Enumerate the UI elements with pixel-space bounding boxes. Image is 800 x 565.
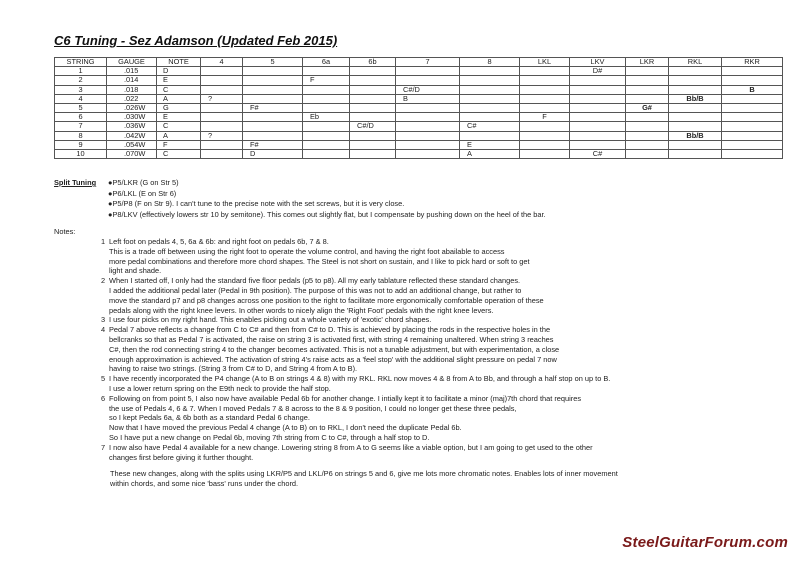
- table-cell: [722, 67, 783, 76]
- note-line: so I kept Pedals 6a, & 6b both as a standard Pedal 6 change.: [109, 413, 310, 423]
- column-header: NOTE: [157, 58, 201, 67]
- closing-paragraph: [110, 469, 618, 489]
- note-line: move the standard p7 and p8 changes across one position to the right to facilitate more ergonomically comfortable operation of these: [109, 295, 544, 305]
- table-cell: E: [157, 76, 201, 85]
- table-cell: [396, 67, 460, 76]
- table-cell: E: [460, 140, 520, 149]
- table-cell: 4: [55, 94, 107, 103]
- note-body: [109, 325, 559, 374]
- note-line: Left foot on pedals 4, 5, 6a & 6b: and right foot on pedals 6b, 7 & 8.: [109, 237, 329, 246]
- closing-line: These new changes, along with the splits using LKR/P5 and LKL/P6 on strings 5 and 6, give me lots more chromatic notes. Enables lots of inner movement: [110, 469, 618, 478]
- table-cell: G: [157, 103, 201, 112]
- table-cell: [243, 131, 303, 140]
- table-cell: .022: [107, 94, 157, 103]
- table-row: [55, 131, 783, 140]
- table-header-row: [55, 58, 783, 67]
- table-cell: [350, 76, 396, 85]
- table-cell: [460, 67, 520, 76]
- table-cell: A: [460, 149, 520, 158]
- table-cell: ?: [201, 94, 243, 103]
- note-line: enough approximation is achieved. The activation of string 4's raise acts as a 'feel stop' with the additional slight pressure on pedal 7 now: [109, 354, 557, 364]
- table-cell: [520, 67, 570, 76]
- table-cell: [350, 113, 396, 122]
- table-cell: .070W: [107, 149, 157, 158]
- column-header: RKL: [669, 58, 722, 67]
- table-cell: F: [303, 76, 350, 85]
- column-header: 8: [460, 58, 520, 67]
- table-cell: [396, 122, 460, 131]
- table-cell: [570, 85, 626, 94]
- table-cell: [520, 140, 570, 149]
- table-cell: [669, 140, 722, 149]
- table-row: [55, 103, 783, 112]
- table-cell: [626, 67, 669, 76]
- table-row: [55, 149, 783, 158]
- table-cell: [303, 131, 350, 140]
- table-cell: [350, 67, 396, 76]
- note-line: C#, then the rod connecting string 4 to the changer becomes activated. This is not a tunable adjustment, but with experimentation, a close: [109, 344, 560, 354]
- site-watermark: SteelGuitarForum.com: [622, 534, 788, 551]
- note-line: changes first before giving it further thought.: [109, 452, 254, 462]
- table-cell: [570, 113, 626, 122]
- note-item: [101, 276, 781, 315]
- table-cell: [626, 94, 669, 103]
- table-cell: [303, 85, 350, 94]
- table-cell: C: [157, 149, 201, 158]
- split-tuning-item: ●P8/LKV (effectively lowers str 10 by semitone). This comes out slightly flat, but I compensate by pushing down on the heel of the bar.: [108, 209, 546, 219]
- note-body: [109, 374, 610, 394]
- table-cell: 6: [55, 113, 107, 122]
- table-cell: [669, 113, 722, 122]
- table-cell: [243, 67, 303, 76]
- table-cell: [626, 140, 669, 149]
- table-cell: [570, 131, 626, 140]
- table-cell: [669, 76, 722, 85]
- table-cell: [460, 94, 520, 103]
- table-cell: [460, 76, 520, 85]
- table-cell: [350, 149, 396, 158]
- table-cell: [626, 85, 669, 94]
- note-number: 2: [101, 276, 106, 286]
- note-line: more pedal combinations and therefore more chord shapes. The Steel is not short on sustain, and I like to pick hard or soft to get: [109, 256, 530, 266]
- column-header: 5: [243, 58, 303, 67]
- column-header: 6a: [303, 58, 350, 67]
- table-cell: [669, 67, 722, 76]
- table-cell: [350, 94, 396, 103]
- table-cell: [520, 85, 570, 94]
- column-header: LKV: [570, 58, 626, 67]
- note-line: Now that I have moved the previous Pedal 4 change (A to B) on to RKL, I don't need the duplicate Pedal 6b.: [109, 423, 462, 433]
- table-cell: [669, 103, 722, 112]
- table-cell: G#: [626, 103, 669, 112]
- table-cell: [201, 85, 243, 94]
- table-cell: .018: [107, 85, 157, 94]
- table-row: [55, 76, 783, 85]
- table-cell: [626, 122, 669, 131]
- table-cell: [201, 103, 243, 112]
- table-cell: Bb/B: [669, 94, 722, 103]
- note-line: I use four picks on my right hand. This enables picking out a whole variety of 'exotic' chord shapes.: [109, 315, 432, 325]
- table-cell: [201, 76, 243, 85]
- table-cell: ?: [201, 131, 243, 140]
- split-tuning-item: ●P6/LKL (E on Str 6): [108, 188, 177, 198]
- table-cell: [626, 76, 669, 85]
- table-cell: [570, 76, 626, 85]
- table-cell: C#/D: [396, 85, 460, 94]
- table-row: [55, 140, 783, 149]
- table-cell: [460, 85, 520, 94]
- table-cell: .015: [107, 67, 157, 76]
- table-cell: [303, 140, 350, 149]
- table-cell: [520, 122, 570, 131]
- table-cell: A: [157, 131, 201, 140]
- notes-label: Notes:: [54, 227, 76, 236]
- table-cell: 1: [55, 67, 107, 76]
- note-item: [101, 443, 781, 463]
- note-line: Pedal 7 above reflects a change from C to C# and then from C# to D. This is achieved by placing the rods in the respective holes in the: [109, 325, 551, 335]
- table-cell: [722, 122, 783, 131]
- table-cell: 9: [55, 140, 107, 149]
- table-cell: [303, 149, 350, 158]
- table-cell: [460, 103, 520, 112]
- table-cell: [669, 122, 722, 131]
- table-cell: 3: [55, 85, 107, 94]
- note-line: So I have put a new change on Pedal 6b, moving 7th string from C to C#, through a half stop to D.: [109, 432, 430, 442]
- table-row: [55, 122, 783, 131]
- table-cell: [243, 85, 303, 94]
- table-cell: B: [396, 94, 460, 103]
- note-line: I added the additional pedal later (Pedal in 9th position). The purpose of this was not to add an additional change, but rather to: [109, 285, 522, 295]
- column-header: 7: [396, 58, 460, 67]
- table-cell: A: [157, 94, 201, 103]
- column-header: 6b: [350, 58, 396, 67]
- note-line: This is a trade off between using the right foot to operate the volume control, and having the right foot abailable to access: [109, 246, 505, 256]
- table-cell: C: [157, 122, 201, 131]
- note-item: [101, 325, 781, 374]
- table-cell: .036W: [107, 122, 157, 131]
- split-tuning-label: Split Tuning: [54, 178, 97, 187]
- table-cell: 7: [55, 122, 107, 131]
- table-row: [55, 113, 783, 122]
- table-cell: [303, 122, 350, 131]
- note-line: When I started off, I only had the standard five floor pedals (p5 to p8). All my early tablature reflected these standard changes.: [109, 276, 521, 286]
- table-cell: [669, 149, 722, 158]
- table-cell: [350, 140, 396, 149]
- table-cell: [303, 94, 350, 103]
- table-cell: [722, 113, 783, 122]
- table-cell: [626, 113, 669, 122]
- table-cell: [722, 103, 783, 112]
- table-cell: .026W: [107, 103, 157, 112]
- note-number: 1: [101, 237, 106, 246]
- table-cell: [722, 76, 783, 85]
- table-cell: C#: [570, 149, 626, 158]
- page-title: C6 Tuning - Sez Adamson (Updated Feb 2015): [54, 33, 338, 48]
- table-cell: [243, 76, 303, 85]
- table-cell: [243, 94, 303, 103]
- table-cell: [201, 113, 243, 122]
- note-body: [109, 315, 431, 325]
- table-cell: .014: [107, 76, 157, 85]
- table-cell: .042W: [107, 131, 157, 140]
- note-line: I use a lower return spring on the E9th neck to provide the half stop.: [109, 383, 331, 393]
- table-cell: D#: [570, 67, 626, 76]
- table-cell: B: [722, 85, 783, 94]
- table-cell: [722, 131, 783, 140]
- table-cell: Eb: [303, 113, 350, 122]
- table-cell: 5: [55, 103, 107, 112]
- note-item: [101, 374, 781, 394]
- table-cell: [460, 131, 520, 140]
- table-cell: [520, 149, 570, 158]
- table-cell: [201, 67, 243, 76]
- note-line: I now also have Pedal 4 available for a new change. Lowering string 8 from A to G seems like a viable option, but I am going to get used to the other: [109, 442, 593, 452]
- column-header: GAUGE: [107, 58, 157, 67]
- note-body: [109, 237, 530, 276]
- table-cell: [396, 140, 460, 149]
- note-line: pedals along with the right knee levers. In other words to nicely align the 'Right Foot' pedals with the right knee levers.: [109, 305, 494, 315]
- table-cell: E: [157, 113, 201, 122]
- table-cell: [243, 113, 303, 122]
- column-header: LKR: [626, 58, 669, 67]
- column-header: RKR: [722, 58, 783, 67]
- table-cell: [626, 149, 669, 158]
- note-item: [101, 394, 781, 443]
- table-cell: [722, 94, 783, 103]
- note-item: [101, 237, 781, 276]
- note-line: having to raise two strings. (String 3 from C# to D, and String 4 from A to B).: [109, 364, 358, 374]
- table-cell: [303, 67, 350, 76]
- column-header: STRING: [55, 58, 107, 67]
- note-body: [109, 443, 593, 463]
- table-cell: 10: [55, 149, 107, 158]
- table-cell: C#: [460, 122, 520, 131]
- closing-line: within chords, and some nice 'bass' runs under the chord.: [110, 478, 299, 488]
- table-cell: [396, 131, 460, 140]
- note-number: 6: [101, 393, 106, 403]
- table-cell: [520, 94, 570, 103]
- split-tuning-item: ●P5/P8 (F on Str 9). I can't tune to the precise note with the set screws, but it is very close.: [108, 199, 405, 208]
- table-cell: D: [157, 67, 201, 76]
- table-cell: [520, 131, 570, 140]
- table-cell: C: [157, 85, 201, 94]
- note-line: the use of Pedals 4, 6 & 7. When I moved Pedals 7 & 8 across to the 8 & 9 position, I could no longer get these three pedals,: [109, 403, 517, 413]
- note-line: I have recently incorporated the P4 change (A to B on strings 4 & 8) with my RKL. RKL now moves 4 & 8 from A to Bb, and through a half stop on up to B.: [109, 374, 611, 384]
- table-cell: F#: [243, 103, 303, 112]
- table-cell: [396, 113, 460, 122]
- table-row: [55, 67, 783, 76]
- table-cell: [396, 149, 460, 158]
- column-header: LKL: [520, 58, 570, 67]
- table-cell: [570, 122, 626, 131]
- table-cell: D: [243, 149, 303, 158]
- table-cell: [201, 149, 243, 158]
- note-number: 4: [101, 325, 106, 335]
- table-cell: [570, 103, 626, 112]
- table-cell: [303, 103, 350, 112]
- table-row: [55, 85, 783, 94]
- table-cell: [201, 122, 243, 131]
- table-cell: [460, 113, 520, 122]
- split-tuning-item: ●P5/LKR (G on Str 5): [108, 178, 179, 187]
- note-body: [109, 394, 581, 443]
- note-number: 5: [101, 374, 106, 384]
- table-cell: 2: [55, 76, 107, 85]
- table-cell: [520, 76, 570, 85]
- split-tuning-list: [108, 178, 546, 220]
- table-cell: [350, 85, 396, 94]
- table-cell: [350, 103, 396, 112]
- note-line: Following on from point 5, I also now have available Pedal 6b for another change. I intially kept it to facilitate a minor (maj)7th chord that requires: [109, 393, 582, 403]
- table-cell: [722, 140, 783, 149]
- table-cell: Bb/B: [669, 131, 722, 140]
- note-number: 3: [101, 315, 106, 325]
- table-cell: [626, 131, 669, 140]
- table-cell: [201, 140, 243, 149]
- table-cell: [722, 149, 783, 158]
- note-number: 7: [101, 442, 106, 452]
- table-cell: .054W: [107, 140, 157, 149]
- table-cell: [669, 85, 722, 94]
- notes-list: [101, 237, 781, 462]
- table-cell: [243, 122, 303, 131]
- table-cell: [520, 103, 570, 112]
- table-cell: F: [520, 113, 570, 122]
- note-body: [109, 276, 544, 315]
- note-line: light and shade.: [109, 266, 162, 276]
- table-cell: F: [157, 140, 201, 149]
- table-cell: 8: [55, 131, 107, 140]
- table-cell: [570, 140, 626, 149]
- table-cell: C#/D: [350, 122, 396, 131]
- column-header: 4: [201, 58, 243, 67]
- tuning-table: [54, 57, 783, 159]
- table-cell: [396, 76, 460, 85]
- table-cell: .030W: [107, 113, 157, 122]
- table-cell: [396, 103, 460, 112]
- table-cell: [570, 94, 626, 103]
- table-row: [55, 94, 783, 103]
- table-cell: F#: [243, 140, 303, 149]
- table-cell: [350, 131, 396, 140]
- note-item: [101, 315, 781, 325]
- note-line: bellcranks so that as Pedal 7 is activated, the raise on string 3 is activated first, with string 4 remaining unaltered. When string 3 reaches: [109, 334, 554, 344]
